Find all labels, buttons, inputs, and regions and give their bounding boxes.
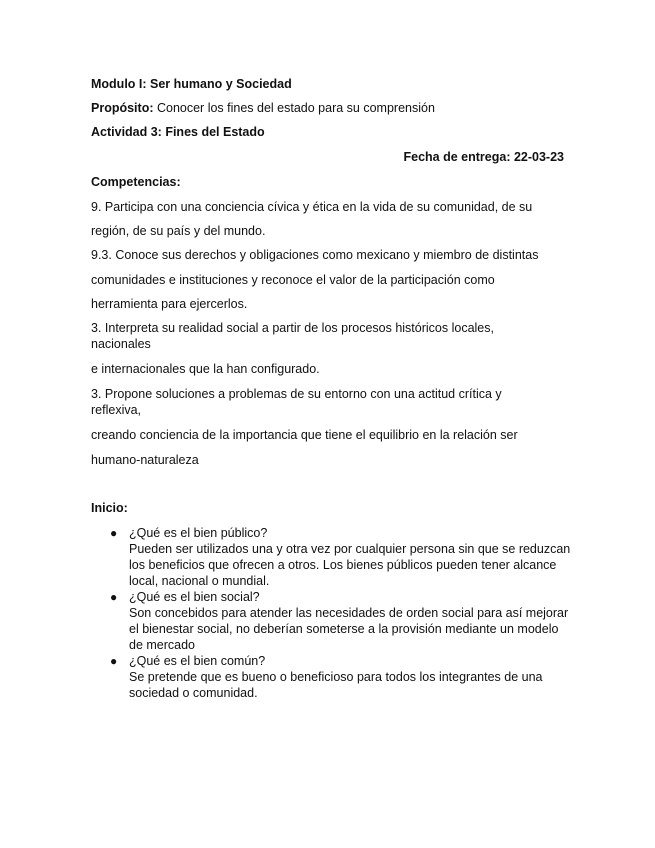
answer-text: Se pretende que es bueno o beneficioso para todos los integrantes de una sociedad o comunidad. xyxy=(129,670,543,700)
competencia-line: reflexiva, xyxy=(91,403,142,417)
competencia-line: herramienta para ejercerlos. xyxy=(91,297,248,311)
competencia-line: 9.3. Conoce sus derechos y obligaciones como mexicano y miembro de distintas xyxy=(91,248,539,262)
competencia-line: 3. Interpreta su realidad social a partir de los procesos históricos locales, xyxy=(91,321,494,335)
question-text: ¿Qué es el bien común? xyxy=(129,654,266,668)
bullet-icon: ● xyxy=(110,526,118,540)
bullet-icon: ● xyxy=(110,654,118,668)
purpose-line xyxy=(91,100,435,116)
answer-text: Pueden ser utilizados una y otra vez por cualquier persona sin que se reduzcan los beneficios que ofrecen a otros. Los bienes públicos pueden tener alcance local, nacional o mundial. xyxy=(129,542,571,588)
competencia-line: 9. Participa con una conciencia cívica y ética en la vida de su comunidad, de su xyxy=(91,200,533,214)
answer-text: Son concebidos para atender las necesidades de orden social para así mejorar el bienestar social, no deberían someterse a la provisión mediante un modelo de mercado xyxy=(129,606,569,652)
competencia-line: creando conciencia de la importancia que tiene el equilibrio en la relación ser xyxy=(91,428,518,442)
inicio-title: Inicio: xyxy=(91,501,128,515)
competencia-line: e internacionales que la han configurado. xyxy=(91,362,320,376)
bullet-icon: ● xyxy=(110,590,118,604)
question-text: ¿Qué es el bien social? xyxy=(129,590,260,604)
competencias-title: Competencias: xyxy=(91,175,181,189)
competencia-line: región, de su país y del mundo. xyxy=(91,224,266,238)
list-item xyxy=(91,653,571,701)
list-item xyxy=(91,525,571,589)
purpose-label: Propósito: xyxy=(91,101,154,115)
list-item xyxy=(91,589,571,653)
inicio-list xyxy=(91,525,571,701)
competencia-line: humano-naturaleza xyxy=(91,453,199,467)
competencia-line: nacionales xyxy=(91,337,151,351)
activity-title: Actividad 3: Fines del Estado xyxy=(91,125,265,139)
purpose-text: Conocer los fines del estado para su comprensión xyxy=(153,101,435,115)
competencia-line: 3. Propone soluciones a problemas de su entorno con una actitud crítica y xyxy=(91,387,502,401)
due-date: Fecha de entrega: 22-03-23 xyxy=(403,150,564,164)
module-title: Modulo I: Ser humano y Sociedad xyxy=(91,77,292,91)
question-text: ¿Qué es el bien público? xyxy=(129,526,268,540)
competencia-line: comunidades e instituciones y reconoce el valor de la participación como xyxy=(91,273,495,287)
